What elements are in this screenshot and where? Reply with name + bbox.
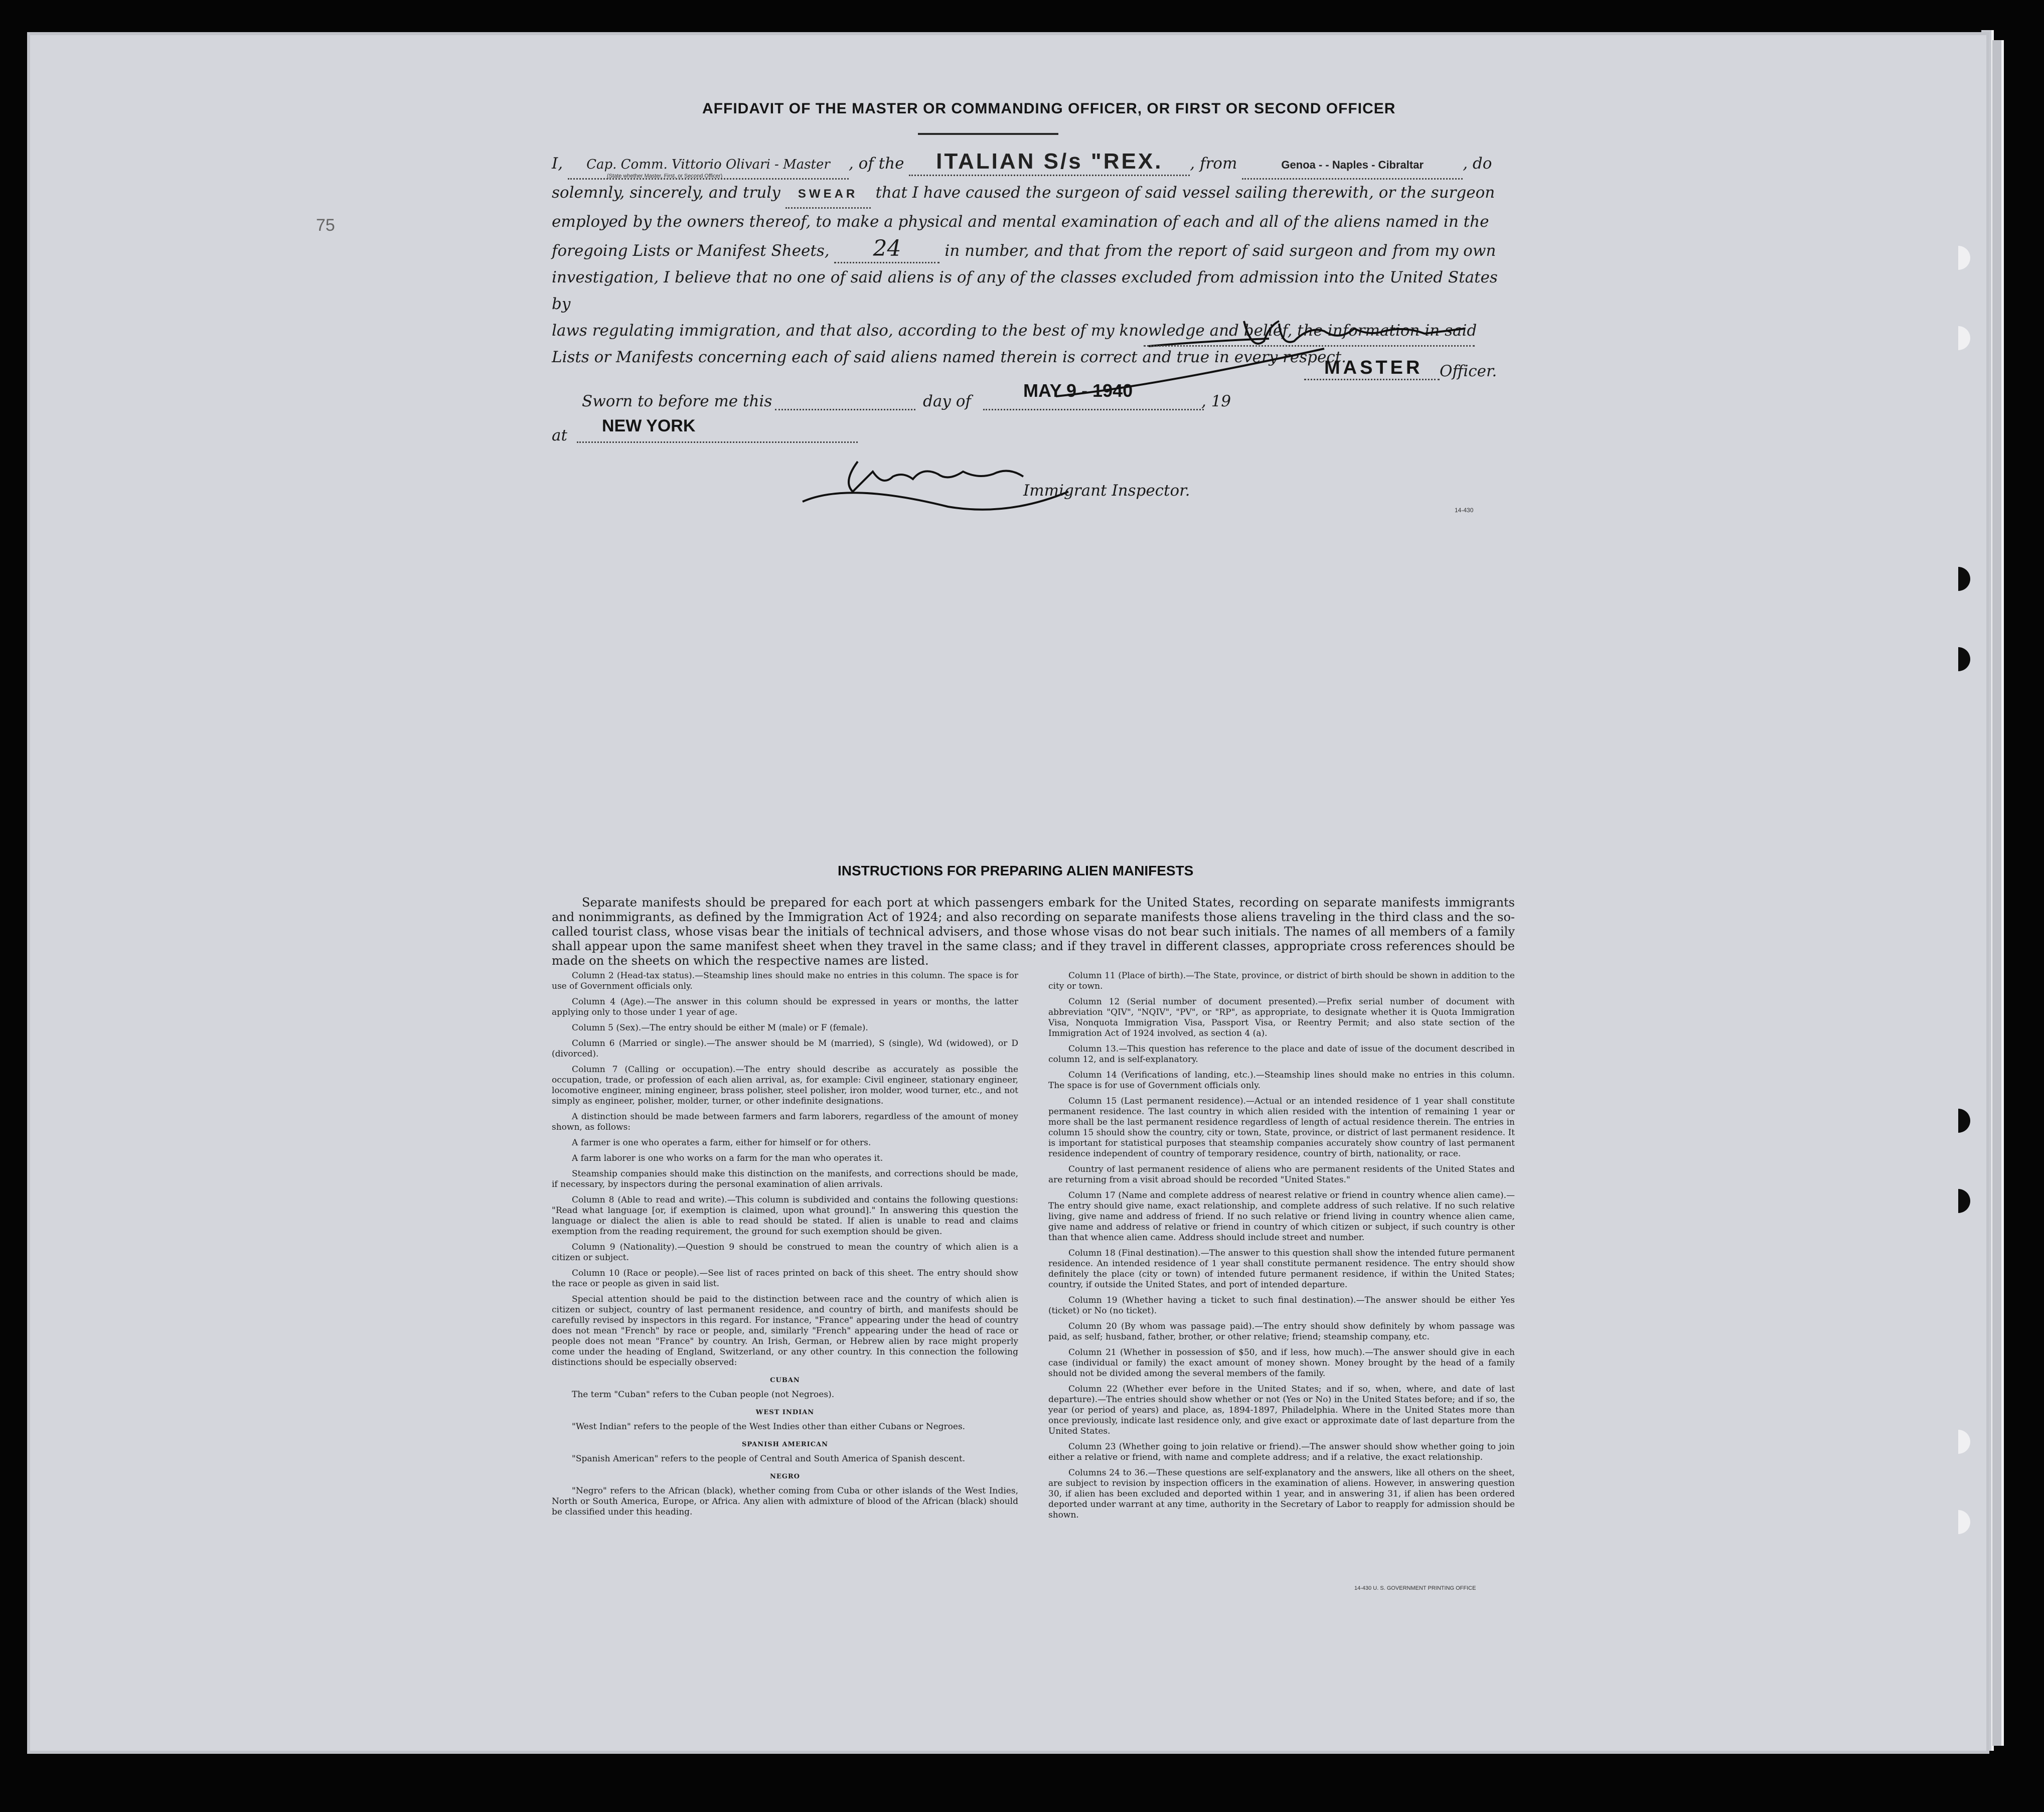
oath-field: SWEAR — [785, 181, 871, 209]
instruction-item: "Negro" refers to the African (black), whether coming from Cuba or other islands of the West Indies, North or South America, Europe, or Africa. Any alien with admixture of blood of the African (black) should be classified under this heading. — [552, 1486, 1018, 1517]
form-code: 14-430 — [1455, 507, 1474, 514]
sworn-year: , 19 — [1201, 392, 1231, 410]
instructions-left-column — [552, 971, 1018, 1523]
instruction-item: Column 4 (Age).—The answer in this column should be expressed in years or months, the latter applying only to those under 1 year of age. — [552, 997, 1018, 1017]
state-note: (State whether Master, First, or Second Officer) — [607, 173, 723, 179]
binder-hole — [1946, 326, 1970, 350]
affidavit-title: AFFIDAVIT OF THE MASTER OR COMMANDING OFFICER, OR FIRST OR SECOND OFFICER — [702, 100, 1396, 117]
instruction-item: Column 11 (Place of birth).—The State, province, or district of birth should be shown in addition to the city or town. — [1048, 971, 1515, 991]
officer-line — [1304, 379, 1440, 380]
affidavit-line-2: solemnly, sincerely, and truly SWEAR that I have caused the surgeon of said vessel sailing therewith, or the surgeon — [552, 180, 1515, 209]
place-line — [577, 441, 858, 443]
instruction-item: Column 9 (Nationality).—Question 9 should be construed to mean the country of which alien is a citizen or subject. — [552, 1242, 1018, 1263]
instruction-item: A farmer is one who operates a farm, either for himself or for others. — [572, 1138, 871, 1148]
instructions-intro: Separate manifests should be prepared for each port at which passengers embark for the United States, recording on separate manifests immigrants and nonimmigrants, as defined by the Immigration Act of 1924; and also recording on separate manifests those aliens traveling in the third class and the so-called tourist class, whose visas bear the initials of technical advisers, and those whose visas do not bear such initials. The names of all members of a family shall appear upon the same manifest sheet when they travel in the same class; and if they travel in different classes, appropriate cross references should be made on the sheets on which the respective names are listed. — [552, 895, 1515, 968]
instruction-item: Column 18 (Final destination).—The answer to this question shall show the intended future permanent residence. An intended residence of 1 year shall constitute permanent residence. The entry should show definitely the place (city or town) of intended future permanent residence, if within the United States; country, if outside the United States, and port of intended departure. — [1048, 1248, 1515, 1290]
instruction-item: Column 5 (Sex).—The entry should be either M (male) or F (female). — [572, 1023, 868, 1033]
instruction-item: Column 17 (Name and complete address of nearest relative or friend in country whence alien came).—The entry should give name, exact relationship, and complete address of such relative. If no such relative living, give name and address of friend. If no such relative or friend living in country whence alien came, give name and address of relative or friend in country of which citizen or subject, if such country is other than that whence alien came. Address should include street and number. — [1048, 1190, 1515, 1243]
heading-west-indian: WEST INDIAN — [755, 1409, 815, 1416]
instruction-item: Column 8 (Able to read and write).—This column is subdivided and contains the following questions: "Read what language [or, if exemption is claimed, upon what ground]." In answering this question the language or dialect the alien is able to read should be stated. If alien is unable to read and claims exemption from the reading requirement, the ground for such exemption should be given. — [552, 1195, 1018, 1237]
instruction-item: A farm laborer is one who works on a farm for the man who operates it. — [572, 1153, 883, 1163]
officer-name-field: Cap. Comm. Vittorio Olivari - Master — [568, 152, 849, 180]
instruction-item: Column 14 (Verifications of landing, etc.).—Steamship lines should make no entries in this column. The space is for use of Government officials only. — [1048, 1070, 1515, 1091]
affidavit-line-7: Lists or Manifests concerning each of said aliens named therein is correct and true in every respect. — [552, 348, 1347, 366]
sworn-day-line — [775, 409, 915, 410]
binder-hole — [1946, 1510, 1970, 1534]
title-rule — [918, 133, 1058, 135]
at-label: at — [552, 426, 567, 444]
ports-field: Genoa - - Naples - Cibraltar — [1242, 152, 1463, 180]
instruction-item: Column 23 (Whether going to join relative or friend).—The answer should show whether going to join either a relative or friend, with name and complete address; and if a relative, the exact relationship. — [1048, 1442, 1515, 1462]
ship-name-field: ITALIAN S/s "REX. — [909, 148, 1190, 176]
heading-spanish-american: SPANISH AMERICAN — [741, 1441, 829, 1448]
binder-hole — [1946, 246, 1970, 270]
instructions-title: INSTRUCTIONS FOR PREPARING ALIEN MANIFESTS — [838, 863, 1194, 878]
affidavit-line-5: investigation, I believe that no one of said aliens is of any of the classes excluded from admission into the United States by — [552, 268, 1498, 313]
officer-suffix: Officer. — [1440, 362, 1497, 380]
binder-hole — [1946, 567, 1970, 591]
instructions-right-column — [1048, 971, 1515, 1526]
instruction-item: Column 15 (Last permanent residence).—Actual or an intended residence of 1 year shall constitute permanent residence. The last country in which alien resided with the intention of remaining 1 year or more shall be the last permanent residence regardless of length of actual residence therein. The entries in column 15 should show the country, city or town, State, province, or district of last permanent residence. It is important for statistical purposes that steamship companies accurately show country of last permanent residence independent of country of temporary residence, country of birth, nationality, or race. — [1048, 1096, 1515, 1159]
affidavit-line-6: laws regulating immigration, and that also, according to the best of my knowledge and belief, the information in said — [552, 322, 1477, 340]
binder-hole — [1946, 1189, 1970, 1213]
heading-cuban: CUBAN — [770, 1377, 800, 1384]
sworn-text: Sworn to before me this — [582, 392, 772, 410]
place-stamp: NEW YORK — [602, 416, 696, 435]
sworn-day-of: day of — [923, 392, 971, 410]
instruction-item: "Spanish American" refers to the people of Central and South America of Spanish descent. — [572, 1454, 966, 1464]
instruction-item: Column 22 (Whether ever before in the United States; and if so, when, where, and date of last departure).—The entries should show whether or not (Yes or No) in the United States before; and if so, the year (or period of years) and place, as, 1894-1897, Philadelphia. Where in the United States more than once previously, indicate last residence only, and give exact or approximate date of last departure from the United States. — [1048, 1384, 1515, 1436]
instruction-item: The term "Cuban" refers to the Cuban people (not Negroes). — [572, 1390, 835, 1400]
instruction-item: Column 12 (Serial number of document presented).—Prefix serial number of document with abbreviation "QIV", "NQIV", "PV", or "RP", as appropriate, to designate whether it is Quota Immigration Visa, Nonquota Immigration Visa, Passport Visa, or Reentry Permit; and also state section of the Immigration Act of 1924 involved, as section 4 (a). — [1048, 997, 1515, 1038]
instruction-item: Country of last permanent residence of aliens who are permanent residents of the United States and are returning from a visit abroad should be recorded "United States." — [1048, 1164, 1515, 1185]
binder-hole — [1946, 1109, 1970, 1133]
date-stamp: MAY 9 - 1940 — [1023, 380, 1133, 401]
sworn-date-line — [983, 409, 1204, 410]
instruction-item: Column 21 (Whether in possession of $50, and if less, how much).—The answer should give in each case (individual or family) the exact amount of money shown. Money brought by the head of a family should not be divided among the several members of the family. — [1048, 1347, 1515, 1379]
instruction-item: Column 10 (Race or people).—See list of races printed on back of this sheet. The entry should show the race or people as given in said list. — [552, 1268, 1018, 1289]
instruction-item: Column 7 (Calling or occupation).—The entry should describe as accurately as possible the occupation, trade, or profession of each alien arrival, as, for example: Civil engineer, stationary engineer, locomotive engineer, mining engineer, brass polisher, steel polisher, iron molder, wood turner, etc., and not simply as engineer, polisher, molder, turner, or other indefinite designations. — [552, 1065, 1018, 1106]
instruction-item: "West Indian" refers to the people of the West Indies other than either Cubans or Negroes. — [572, 1422, 966, 1432]
instruction-item: Columns 24 to 36.—These questions are self-explanatory and the answers, like all others on the sheet, are subject to revision by inspection officers in the examination of aliens. However, in answering question 30, if alien has been excluded and deported within 1 year, and in answering 31, if alien has been ordered deported under warrant at any time, authority in the Secretary of Labor to reapply for admission should be shown. — [1048, 1468, 1515, 1520]
affidavit-line-4: foregoing Lists or Manifest Sheets, 24 in number, and that from the report of said surgeon and from my own — [552, 235, 1515, 264]
margin-mark: 75 — [316, 216, 335, 235]
instruction-item: Column 13.—This question has reference to the place and date of issue of the document described in column 12, and is self-explanatory. — [1048, 1044, 1515, 1065]
page-stack-edge — [1992, 40, 2004, 1746]
rank-stamp: MASTER — [1324, 357, 1423, 378]
binder-hole — [1946, 647, 1970, 671]
inspector-label: Immigrant Inspector. — [1023, 482, 1190, 500]
instruction-item: Column 2 (Head-tax status).—Steamship lines should make no entries in this column. The space is for use of Government officials only. — [552, 971, 1018, 991]
instruction-item: Steamship companies should make this distinction on the manifests, and corrections should be made, if necessary, by inspectors during the personal examination of alien arrivals. — [552, 1169, 1018, 1189]
heading-negro: NEGRO — [769, 1473, 801, 1480]
instruction-item: Special attention should be paid to the distinction between race and the country of which alien is citizen or subject, country of last permanent residence, and country of birth, and manifests should be carefully revised by inspectors in this regard. For instance, "France" appearing under the head of country does not mean "French" by race or people, and, similarly "French" appearing under the head of race or people does not mean "France" by country. An Irish, German, or Hebrew alien by race might properly come under the heading of England, Switzerland, or any other country. In this connection the following distinctions should be especially observed: — [552, 1294, 1018, 1368]
affidavit-line-3: employed by the owners thereof, to make a physical and mental examination of each and all of the aliens named in the — [552, 213, 1489, 231]
affidavit-line-1: I, Cap. Comm. Vittorio Olivari - Master , of the ITALIAN S/s "REX. , from Genoa - - Naples - Cibraltar , do — [552, 148, 1515, 180]
instruction-item: Column 20 (By whom was passage paid).—The entry should show definitely by whom passage was paid, as self; husband, father, brother, or other relative; friend; steamship company, etc. — [1048, 1321, 1515, 1342]
binder-hole — [1946, 1430, 1970, 1454]
instruction-item: Column 19 (Whether having a ticket to such final destination).—The answer should be either Yes (ticket) or No (no ticket). — [1048, 1295, 1515, 1316]
sheet-count-field: 24 — [834, 235, 939, 263]
printer-credit: 14-430 U. S. GOVERNMENT PRINTING OFFICE — [1354, 1585, 1476, 1591]
instruction-item: Column 6 (Married or single).—The answer should be M (married), S (single), Wd (widowed), or D (divorced). — [552, 1038, 1018, 1059]
instruction-item: A distinction should be made between farmers and farm laborers, regardless of the amount of money shown, as follows: — [552, 1112, 1018, 1132]
